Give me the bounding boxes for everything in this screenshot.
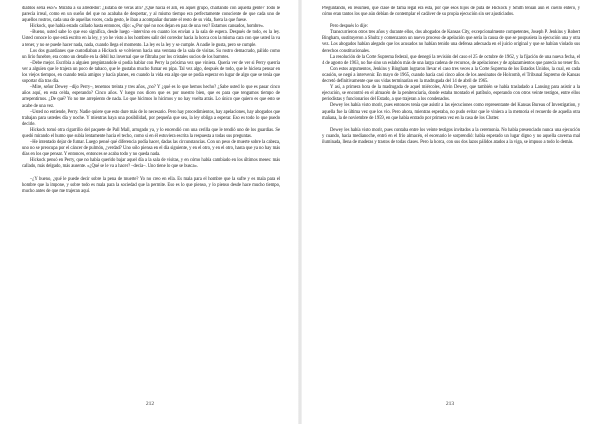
paragraph: Preguntando, en resumen, qué clase de fama legal era ésta, por qué esos hijos de puta de Hickock y Smith tenían aún el cuello entero, y cómo eran tantos los que aún debían de contemplar el cadáver de su propia ejecución sin ser ajusticiados. bbox=[322, 6, 580, 18]
paragraph: Dewey les había visto morir, pues entonces tenía que asistir a las ejecuciones como representante del Kansas Bureau of Investigation, y aquella fue la última vez que los vio. Pero ahora, mientras esperaba, no pudo evitar que le viniera a la memoria el recuerdo de aquella otra mañana, la de noviembre de 1959, en que había entrado por primera vez en la casa de los Clutter. bbox=[322, 103, 580, 121]
page-number-left: 212 bbox=[145, 401, 155, 407]
paragraph: La resolución de la Corte Suprema federal, que denegó la revisión del caso el 25 de octubre de 1962, y la fijación de una nueva fecha, el 4 de agosto de 1963, no fue sino un eslabón más de una larga cadena de recursos, de apelaciones y de aplazamientos que parecía no tener fin. bbox=[322, 54, 580, 66]
right-page-text bbox=[322, 6, 580, 398]
paragraph: –He intentado dejar de fumar. Luego pensé qué diferencia podía hacer, dadas las circunstancias. Con un peso de muerte sobre la cabeza, uno no se preocupa por el cáncer de pulmón, ¿verdad? Uno sólo piensa en el día siguiente, y en el otro, y en el otro, hasta que ya no hay más días en los que pensar. Y entonces, entonces se acaba todo y no queda nada. bbox=[22, 140, 280, 158]
left-page-text bbox=[22, 6, 280, 398]
paragraph: Pero después lo dije: bbox=[330, 24, 368, 30]
paragraph: Con estos argumentos, Jenkins y Bingham lograron llevar el caso tres veces a la Corte Suprema de los Estados Unidos, la cual, en cada ocasión, se negó a intervenir. En mayo de 1965, cuando hacía casi cinco años de los asesinatos de Holcomb, el Tribunal Supremo de Kansas decretó definitivamente que sus vidas terminarían en la madrugada del 14 de abril de 1965. bbox=[322, 66, 580, 85]
paragraph: –Usted no entiende, Perry. Nadie quiere que esto dure más de lo necesario. Pero hay procedimientos, hay apelaciones, hay abogados que trabajan para ustedes día y noche. Y mientras haya una posibilidad, por pequeña que sea, la ley obliga a esperar. Eso es todo lo que puedo decirle. bbox=[22, 109, 280, 127]
paragraph: –Debe mejor. Escribía a alguien pregúntandole si podía hablar con Perry la próxima vez que viniera. Quería ver de ver si Perry querría ver a alguien que le trajera un poco de tabaco, que le gustaba mucho fumar en pipa. Tal vez algo, después de todo, que le hiciera pensar en los viejos tiempos, en cuando tenía amigos y hacía planes, en cuando la vida era algo que se podía esperar en lugar de algo que se tenía que soportar día tras día. bbox=[22, 60, 280, 85]
paragraph: Dewey les había visto morir, pues contaba entre los veinte testigos invitados a la ceremonia. No había presenciado nunca una ejecución y cuando, hacia medianoche, entró en el frío almacén, el escenario le sorprendió: había esperado un lugar digno y no aquella caverna mal iluminada, llena de maderas y trastos de todas clases. Pero la horca, con sus dos lazos pálidos atados a la viga, se impuso a todo lo demás. bbox=[322, 127, 580, 145]
right-page bbox=[300, 0, 600, 424]
paragraph: Hickock, que había estado callado hasta entonces, dijo: «¿Por qué no nos dejan en paz de una vez? Estamos cansados, hombre». bbox=[30, 24, 265, 30]
paragraph: Hickock tomó otra cigarrillo del paquete de Pall Mall, arrugado ya, y lo encendió con una cerilla que le tendió uno de los guardias. Se quedó mirando el humo que subía lentamente hacia el techo, como si en él estuviera escrita la respuesta a todas sus preguntas. bbox=[22, 127, 280, 139]
paragraph: Los dos guardianes que custodiaban a Hickock se volvieron hacia una ventana de la sala de visitas. Su rostro demacrado, pálido como un lirio funebre, era como un detalle en la débil luz invernal que se filtraba por los cristales sucios de los barrotes. bbox=[22, 48, 280, 60]
page-number-right: 213 bbox=[445, 401, 455, 407]
paragraph: Y así, a primera hora de la madrugada de aquel miércoles, Alvin Dewey, que también se había trasladado a Lansing para asistir a la ejecución, se encontró en el almacén de la penitenciaría, donde estaba montado el patíbulo, esperando con otros veinte testigos, entre ellos periodistas y funcionarios del Estado, a que trajeran a los condenados. bbox=[322, 85, 580, 103]
paragraph: diablos sería eso?» Miraba a su alrededor: ¿Estaba de veras allí? ¿Qué hacía él allí, en aquel grupo, charlando con aquella gente? Todo le parecía irreal, como en un sueño del que no acababa de despertar, y al mismo tiempo era perfectamente consciente de que cada uno de aquellos rostros, cada una de aquellas voces, cada gesto, le iban a acompañar durante el resto de su vida, fuera la que fuese. bbox=[22, 6, 280, 24]
paragraph: –Mire, señor Dewey –dijo Perry–, tenemos treinta y tres años, ¿no? Y ¿qué es lo que hemos hecho? ¿Sabe usted lo que es pasar cinco años aquí, en esta celda, esperando? Cinco años. Y luego nos dicen que es por nuestro bien, que es para que tengamos tiempo de arrepentirnos. ¿De qué? Yo no me arrepiento de nada. Lo que hicimos lo hicimos y no hay vuelta atrás. Lo único que quiero es que esto se acabe de una vez. bbox=[22, 85, 280, 109]
paragraph: –¿Y bueno, ¿qué le puede decir sobre la pena de muerte? Yo no creo en ella. Es mala para el hombre que la sufre y es mala para el hombre que la impone, y sobre todo es mala para la sociedad que la permite. Eso es lo que pienso, y lo pienso desde hace mucho tiempo, mucho antes de que me trajeran aquí. bbox=[22, 176, 280, 194]
paragraph: –Bueno, usted sabe lo que eso significa, desde luego –intervino en cuanto los envían a la sala de espera. Después de todo, es la ley. Usted conoce lo que está escrito en la ley, y yo he visto a los hombres salir del corredor hacia la horca con la misma cara con que usted la va a tener, y no se puede hacer nada, nada, cuando llega el momento. La ley es la ley y se cumple. A nadie le gusta, pero se cumple. bbox=[22, 30, 280, 48]
paragraph: Hickock pensó en Perry, que no había querido bajar aquel día a la sala de visitas, y en cómo había cambiado en los últimos meses: más callado, más delgado, más ausente. «¿Qué se le va a hacer? –decía–. Uno tiene lo que se busca». bbox=[22, 158, 280, 170]
paragraph: Transcurrieron otros tres años y durante ellos, dos abogados de Kansas City, excepcionalmente competentes, Joseph P. Jenkins y Robert Bingham, sustituyeron a Shultz y comenzaron un nuevo proceso de apelación que sería la causa de que se pospusiera la ejecución una y otra vez. Los abogados habían alegado que los acusados no habían tenido una defensa adecuada en el juicio original y que se habían violado sus derechos constitucionales. bbox=[322, 30, 580, 54]
